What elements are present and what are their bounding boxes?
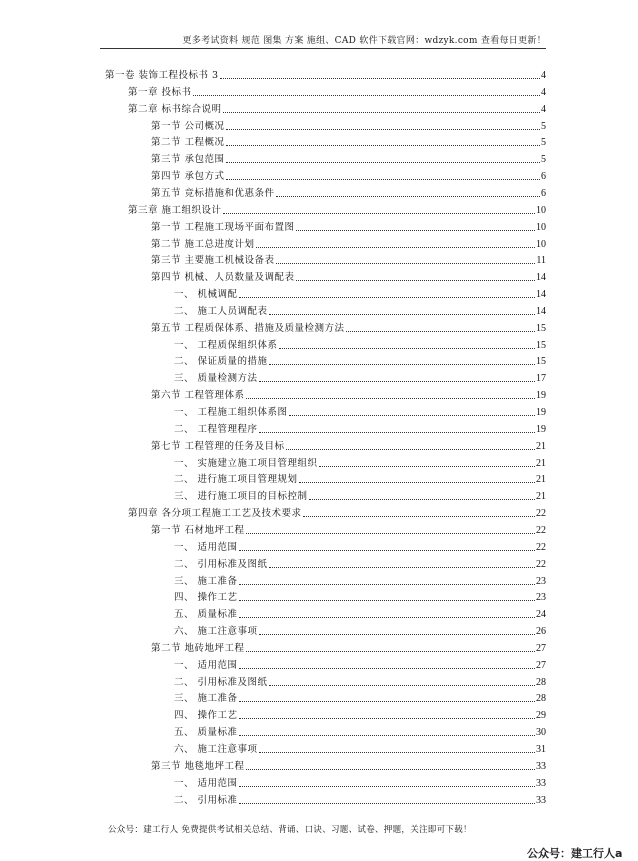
toc-leader-dots	[246, 651, 535, 652]
toc-leader-dots	[269, 314, 535, 315]
toc-entry[interactable]	[151, 759, 546, 773]
toc-leader-dots	[296, 280, 535, 281]
toc-entry-page: 33	[536, 777, 546, 789]
toc-entry-label: 第三节 地毯地坪工程	[151, 760, 245, 772]
toc-entry-page: 14	[536, 289, 546, 301]
toc-entry-label: 第六节 工程管理体系	[151, 390, 245, 402]
toc-entry-page: 30	[536, 727, 546, 739]
toc-entry-page: 22	[536, 558, 546, 570]
toc-leader-dots	[223, 112, 540, 113]
toc-entry-label: 一、 适用范围	[174, 541, 238, 553]
toc-leader-dots	[226, 179, 540, 180]
toc-entry-page: 4	[541, 70, 546, 81]
toc-leader-dots	[259, 752, 535, 753]
toc-entry-page: 10	[536, 221, 546, 233]
toc-entry-page: 26	[536, 626, 546, 638]
toc-leader-dots	[226, 129, 540, 130]
toc-entry-label: 第三节 承包范围	[151, 154, 225, 166]
toc-entry-page: 28	[536, 693, 546, 705]
toc-entry-page: 15	[536, 339, 546, 351]
toc-entry-label: 第二章 标书综合说明	[128, 103, 222, 115]
toc-entry[interactable]	[174, 607, 546, 621]
toc-entry[interactable]	[174, 557, 546, 571]
toc-entry[interactable]	[174, 675, 546, 689]
toc-leader-dots	[286, 449, 535, 450]
toc-entry[interactable]	[151, 523, 546, 537]
toc-entry[interactable]	[174, 776, 546, 790]
toc-entry-label: 二、 引用标准及图纸	[174, 676, 268, 688]
toc-entry-page: 15	[536, 322, 546, 334]
toc-entry-label: 第一节 石材地坪工程	[151, 524, 245, 536]
toc-entry-label: 一、 适用范围	[174, 659, 238, 671]
toc-leader-dots	[239, 600, 535, 601]
toc-leader-dots	[246, 769, 535, 770]
toc-leader-dots	[319, 466, 535, 467]
toc-entry-label: 第四节 机械、人员数量及调配表	[151, 272, 295, 284]
toc-entry-label: 第二节 地砖地坪工程	[151, 642, 245, 654]
toc-entry[interactable]	[151, 169, 546, 183]
toc-entry[interactable]	[151, 152, 546, 166]
toc-leader-dots	[239, 617, 535, 618]
toc-leader-dots	[246, 398, 535, 399]
watermark: 公众号：建工行人a	[527, 847, 623, 860]
toc-entry-label: 第五节 工程质保体系、措施及质量检测方法	[151, 322, 345, 334]
toc-leader-dots	[256, 247, 535, 248]
toc-entry-label: 第三节 主要施工机械设备表	[151, 255, 275, 267]
toc-leader-dots	[279, 348, 535, 349]
toc-entry-label: 第五节 竞标措施和优惠条件	[151, 187, 275, 199]
toc-entry[interactable]	[128, 85, 546, 99]
toc-entry-page: 6	[541, 187, 546, 199]
toc-leader-dots	[220, 78, 540, 79]
toc-entry[interactable]	[151, 186, 546, 200]
toc-entry-page: 14	[536, 305, 546, 317]
toc-entry-page: 22	[536, 524, 546, 536]
toc-entry-page: 19	[536, 390, 546, 402]
toc-leader-dots	[239, 735, 535, 736]
toc-leader-dots	[226, 145, 540, 146]
toc-entry[interactable]	[174, 405, 546, 419]
toc-leader-dots	[239, 668, 535, 669]
toc-entry[interactable]	[151, 135, 546, 149]
toc-entry-label: 二、 进行施工项目管理规划	[174, 474, 298, 486]
toc-entry[interactable]	[151, 119, 546, 133]
toc-entry-label: 一、 实施建立施工项目管理组织	[174, 457, 318, 469]
toc-entry[interactable]	[174, 422, 546, 436]
toc-entry-page: 5	[541, 120, 546, 132]
toc-entry[interactable]	[174, 691, 546, 705]
toc-entry-label: 六、 施工注意事项	[174, 626, 258, 638]
toc-leader-dots	[239, 297, 535, 298]
toc-entry-label: 第一章 投标书	[128, 86, 192, 98]
toc-leader-dots	[303, 516, 535, 517]
toc-entry-label: 三、 施工准备	[174, 575, 238, 587]
toc-leader-dots	[239, 718, 535, 719]
toc-entry-label: 第二节 施工总进度计划	[151, 238, 255, 250]
toc-leader-dots	[239, 550, 535, 551]
toc-entry[interactable]	[151, 220, 546, 234]
toc-entry[interactable]	[174, 574, 546, 588]
toc-entry[interactable]	[174, 371, 546, 385]
toc-entry-label: 四、 操作工艺	[174, 710, 238, 722]
toc-leader-dots	[239, 701, 535, 702]
toc-leader-dots	[259, 634, 535, 635]
toc-entry-page: 15	[536, 356, 546, 368]
toc-entry-label: 第一节 公司概况	[151, 120, 225, 132]
toc-entry[interactable]	[151, 388, 546, 402]
toc-entry[interactable]	[174, 304, 546, 318]
toc-entry[interactable]	[128, 506, 546, 520]
toc-entry-label: 五、 质量标准	[174, 609, 238, 621]
toc-leader-dots	[259, 432, 535, 433]
toc-entry-page: 14	[536, 272, 546, 284]
toc-leader-dots	[296, 230, 535, 231]
toc-leader-dots	[276, 263, 536, 264]
toc-entry-label: 二、 施工人员调配表	[174, 305, 268, 317]
toc-entry-page: 33	[536, 760, 546, 772]
toc-entry[interactable]	[174, 658, 546, 672]
toc-entry[interactable]	[174, 489, 546, 503]
toc-entry-label: 第一卷 装饰工程投标书 3	[105, 70, 219, 81]
toc-leader-dots	[276, 196, 540, 197]
toc-leader-dots	[223, 213, 535, 214]
toc-leader-dots	[269, 364, 535, 365]
toc-leader-dots	[193, 95, 540, 96]
toc-entry[interactable]	[151, 439, 546, 453]
toc-entry-page: 23	[536, 575, 546, 587]
toc-entry-page: 22	[536, 508, 546, 520]
toc-leader-dots	[289, 415, 535, 416]
toc-entry-label: 二、 保证质量的措施	[174, 356, 268, 368]
toc-entry-label: 第一节 工程施工现场平面布置图	[151, 221, 295, 233]
toc-leader-dots	[299, 482, 535, 483]
toc-entry-page: 31	[536, 744, 546, 755]
toc-entry[interactable]	[174, 456, 546, 470]
toc-entry[interactable]	[128, 102, 546, 116]
toc-entry-label: 一、 工程施工组织体系图	[174, 407, 288, 418]
toc-entry-label: 第二节 工程概况	[151, 137, 225, 149]
toc-entry[interactable]	[174, 708, 546, 722]
toc-leader-dots	[226, 162, 540, 163]
toc-entry[interactable]	[174, 725, 546, 739]
toc-leader-dots	[346, 331, 535, 332]
toc-leader-dots	[239, 803, 535, 804]
toc-entry-page: 22	[536, 541, 546, 553]
toc-entry-label: 第三章 施工组织设计	[128, 204, 222, 216]
toc-leader-dots	[269, 567, 535, 568]
toc-entry-label: 二、 工程管理程序	[174, 423, 258, 435]
toc-entry[interactable]	[174, 793, 546, 807]
toc-leader-dots	[246, 533, 535, 534]
toc-entry-page: 33	[536, 794, 546, 806]
toc-entry[interactable]	[174, 472, 546, 486]
toc-entry-page: 27	[536, 642, 546, 654]
toc-entry-page: 21	[536, 440, 546, 452]
toc-entry-page: 21	[536, 491, 546, 503]
toc-leader-dots	[239, 786, 535, 787]
toc-entry-page: 27	[536, 659, 546, 671]
toc-leader-dots	[259, 381, 535, 382]
toc-entry-label: 第四章 各分项工程施工工艺及技术要求	[128, 508, 302, 520]
toc-entry-page: 21	[536, 474, 546, 486]
toc-entry-label: 一、 适用范围	[174, 777, 238, 789]
toc-entry-label: 三、 施工准备	[174, 693, 238, 705]
header-rule	[100, 48, 546, 49]
toc-entry[interactable]	[105, 68, 546, 82]
toc-entry[interactable]	[128, 203, 546, 217]
toc-entry[interactable]	[174, 338, 546, 352]
toc-entry-page: 21	[536, 457, 546, 469]
toc-entry-page: 19	[536, 423, 546, 435]
toc-entry-label: 四、 操作工艺	[174, 592, 238, 604]
toc-entry-page: 10	[536, 238, 546, 250]
page-header: 更多考试资料 规范 图集 方案 施组、CAD 软件下载官网：wdzyk.com 查看每日更新！	[182, 36, 546, 46]
toc-entry-label: 第四节 承包方式	[151, 171, 225, 183]
toc-entry[interactable]	[174, 624, 546, 638]
toc-leader-dots	[309, 499, 535, 500]
toc-entry-page: 28	[536, 676, 546, 688]
toc-leader-dots	[239, 584, 535, 585]
toc-entry-page: 11	[536, 255, 546, 267]
toc-entry-page: 10	[536, 204, 546, 216]
toc-entry-label: 三、 进行施工项目的目标控制	[174, 491, 308, 503]
toc-entry-page: 24	[536, 609, 546, 621]
toc-entry[interactable]	[151, 270, 546, 284]
toc-leader-dots	[269, 685, 535, 686]
toc-entry[interactable]	[151, 321, 546, 335]
toc-entry-page: 23	[536, 592, 546, 604]
toc-entry[interactable]	[151, 237, 546, 251]
toc-entry-label: 三、 质量检测方法	[174, 373, 258, 385]
toc-entry[interactable]	[151, 253, 546, 267]
toc-entry-page: 4	[541, 86, 546, 98]
toc-entry[interactable]	[174, 354, 546, 368]
toc-entry[interactable]	[174, 540, 546, 554]
toc-entry-label: 一、 工程质保组织体系	[174, 339, 278, 351]
toc-entry-page: 19	[536, 407, 546, 418]
toc-entry-label: 一、 机械调配	[174, 289, 238, 301]
toc-entry-page: 5	[541, 154, 546, 166]
toc-entry-label: 第七节 工程管理的任务及目标	[151, 440, 285, 452]
toc-entry[interactable]	[174, 287, 546, 301]
toc-entry[interactable]	[174, 590, 546, 604]
toc-entry-page: 29	[536, 710, 546, 722]
toc-entry-label: 二、 引用标准及图纸	[174, 558, 268, 570]
page-footer: 公众号：建工行人 免费提供考试相关总结、背诵、口诀、习题、试卷、押题，关注即可下载！	[108, 825, 472, 835]
toc-entry-page: 6	[541, 171, 546, 183]
toc-entry-label: 五、 质量标准	[174, 727, 238, 739]
toc-entry-label: 二、 引用标准	[174, 794, 238, 806]
toc-entry-label: 六、 施工注意事项	[174, 744, 258, 755]
toc-entry[interactable]	[174, 742, 546, 756]
toc-entry[interactable]	[151, 641, 546, 655]
toc-entry-page: 17	[536, 373, 546, 385]
toc-entry-page: 4	[541, 103, 546, 115]
toc-entry-page: 5	[541, 137, 546, 149]
